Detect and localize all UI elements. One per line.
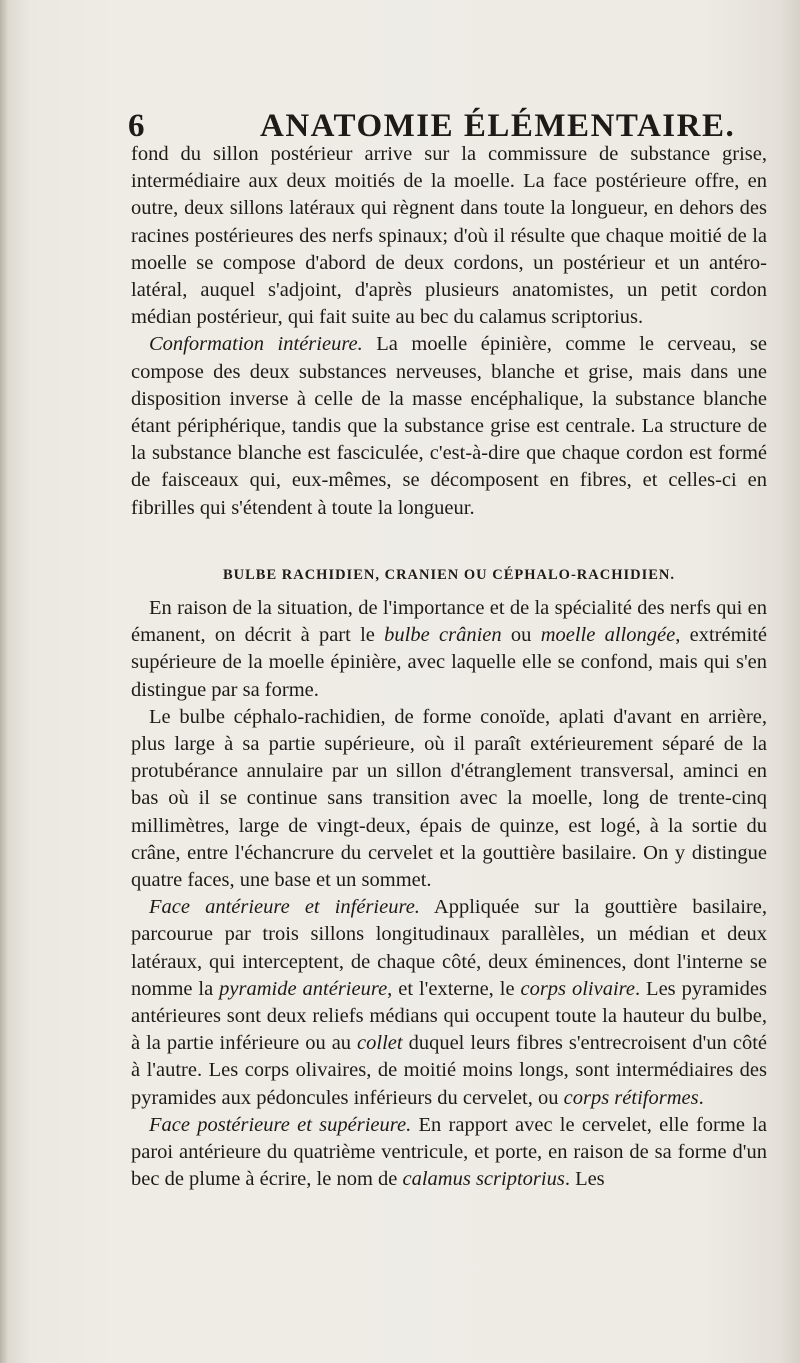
italic-term: corps rétiformes [563,1086,699,1109]
paragraph-text: En rapport avec le cervelet, elle forme la paroi antérieure du quatrième ventricule, et porte, en raison de sa forme d'un bec de plume à écrire, le nom de [131,1113,767,1191]
paragraph-text: Le bulbe céphalo-rachidien, de forme conoïde, aplati d'avant en arrière, plus large à sa partie supérieure, où il paraît extérieurement séparé de la protubérance annulaire par un sillon d'étranglement transversal, aminci en bas où il se continue sans transition avec la moelle, long de trente-cinq millimètres, large de vingt-deux, épais de quinze, est logé, à la sortie du crâne, entre l'échancrure du cervelet et la gouttière basilaire. On y distingue quatre faces, une base et un sommet. [131,705,767,892]
paragraph [131,141,767,331]
paragraph-text: fond du sillon postérieur arrive sur la commissure de substance grise, intermédiaire aux deux moitiés de la moelle. La face postérieure offre, en outre, deux sillons latéraux qui règnent dans toute la longueur, en dehors des racines postérieures des nerfs spinaux; d'où il résulte que chaque moitié de la moelle se compose d'abord de deux cordons, un postérieur et un antéro-latéral, auquel s'adjoint, d'après plusieurs anatomistes, un petit cordon médian postérieur, qui fait suite au bec du calamus scriptorius. [131,143,767,329]
paragraph-text: ou [501,624,541,647]
paragraph-text: , extrémité supérieure de la moelle épinière, avec laquelle elle se confond, mais qui s'en distingue par sa forme. [131,624,768,701]
paragraph-text: . Les [564,1168,605,1191]
section-heading: BULBE RACHIDIEN, CRANIEN OU CÉPHALO-RACHIDIEN. [222,567,676,583]
italic-term: moelle allongée [540,624,676,647]
paragraph-text: . [698,1086,704,1109]
italic-term: corps olivaire [520,977,635,1000]
paragraph [131,704,767,894]
paragraph-text: duquel leurs fibres s'entrecroisent d'un côté à l'autre. Les corps olivaires, de moitié moins longs, sont intermédiaires des pyramides aux pédoncules inférieurs du cervelet, ou [131,1032,767,1109]
paragraph-text: , et l'externe, le [387,977,521,1000]
paragraph [131,894,767,1112]
italic-term: Conformation intérieure. [149,333,363,356]
page-number: 6 [128,108,145,144]
running-title: ANATOMIE ÉLÉMENTAIRE. [260,108,736,144]
paragraph [131,595,767,704]
italic-term: Face postérieure et supérieure. [149,1113,412,1136]
paragraph-text: . Les pyramides antérieures sont deux reliefs médians qui occupent toute la hauteur du bulbe, à la partie inférieure ou au [131,977,767,1055]
text-block-bottom [131,595,767,1193]
italic-term: calamus scriptorius [402,1168,565,1191]
italic-term: bulbe crânien [384,624,502,647]
page-binding-edge [0,0,8,1363]
paragraph [131,331,767,521]
text-block-top [131,141,767,522]
paragraph-text: En raison de la situation, de l'importance et de la spécialité des nerfs qui en émanent, on décrit à part le [131,597,767,647]
paragraph-text: Appliquée sur la gouttière basilaire, parcourue par trois sillons longitudinaux parallèles, un médian et deux latéraux, qui interceptent, de chaque côté, deux éminences, dont l'interne se nomme la [131,896,767,1000]
italic-term: Face antérieure et inférieure. [149,896,420,919]
paragraph [131,1112,767,1194]
paragraph-text: La moelle épinière, comme le cerveau, se compose des deux substances nerveuses, blanche et grise, mais dans une disposition inverse à celle de la masse encéphalique, la substance blanche étant périphérique, tandis que la substance grise est centrale. La structure de la substance blanche est fasciculée, c'est-à-dire que chaque cordon est formé de faisceaux qui, eux-mêmes, se décomposent en fibres, et celles-ci en fibrilles qui s'étendent à toute la longueur. [131,333,767,519]
italic-term: pyramide antérieure [219,977,388,1000]
italic-term: collet [357,1032,403,1055]
